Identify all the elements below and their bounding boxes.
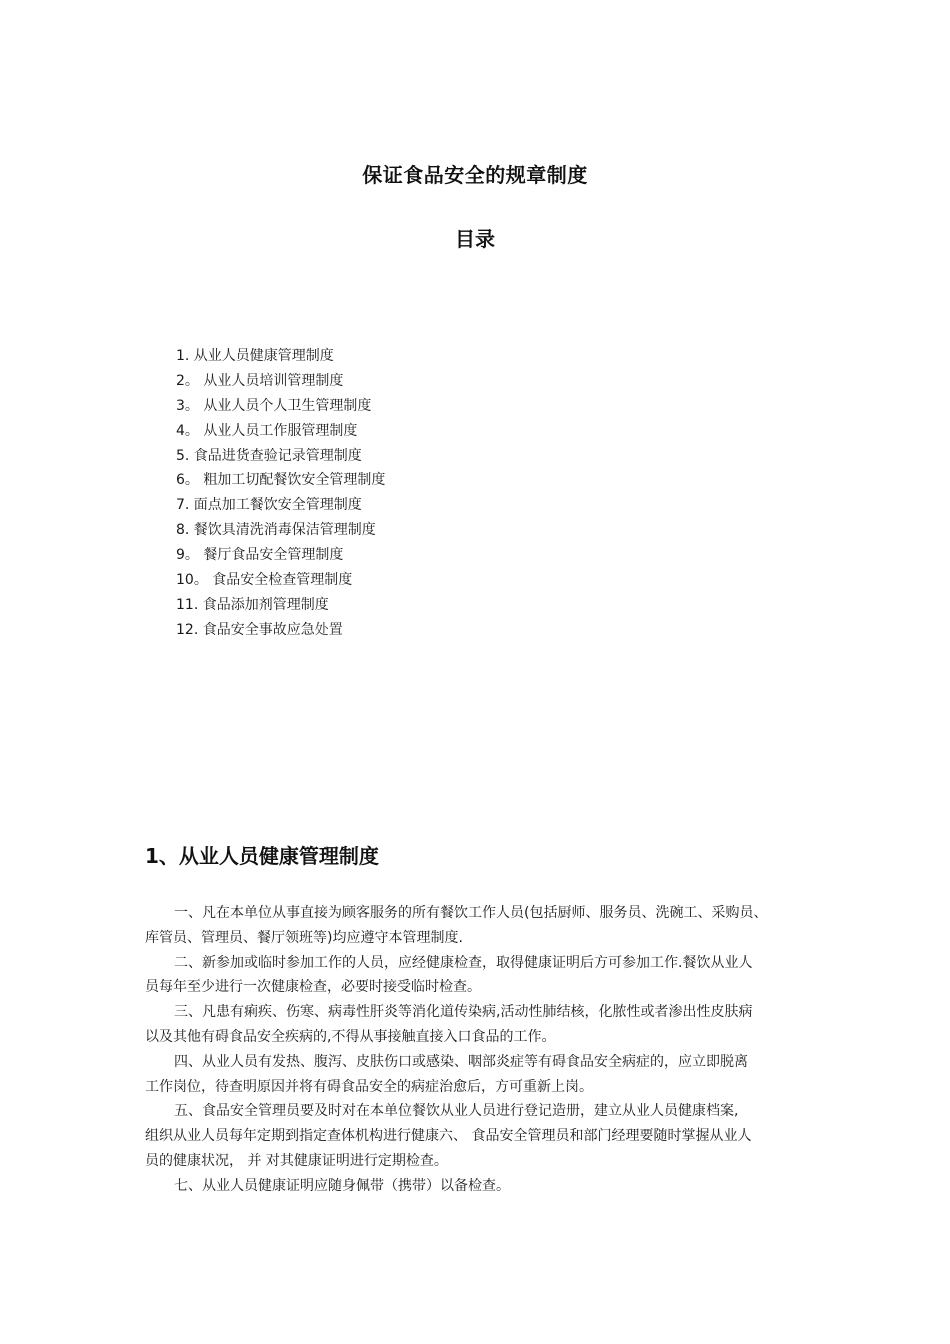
paragraph-line: 七、从业人员健康证明应随身佩带（携带）以备检查。 xyxy=(174,1177,510,1194)
paragraph-line: 五、食品安全管理员要及时对在本单位餐饮从业人员进行登记造册，建立从业人员健康档案, xyxy=(174,1103,739,1120)
toc-item: 11. 食品添加剂管理制度 xyxy=(176,596,329,613)
paragraph-line: 三、凡患有痢疾、伤寒、病毒性肝炎等消化道传染病,活动性肺结核，化脓性或者渗出性皮肤病 xyxy=(174,1004,753,1021)
toc-item: 4。 从业人员工作服管理制度 xyxy=(176,422,358,439)
toc-item: 7. 面点加工餐饮安全管理制度 xyxy=(176,497,362,514)
page-title: 保证食品安全的规章制度 xyxy=(362,163,588,188)
toc-item: 6。 粗加工切配餐饮安全管理制度 xyxy=(176,472,386,489)
paragraph-line: 员的健康状况， 并 对其健康证明进行定期检查。 xyxy=(145,1152,448,1169)
paragraph-line: 员每年至少进行一次健康检查，必要时接受临时检查。 xyxy=(145,979,481,996)
paragraph-line: 四、从业人员有发热、腹泻、皮肤伤口或感染、咽部炎症等有碍食品安全病症的，应立即脱离 xyxy=(174,1053,748,1070)
paragraph-line: 工作岗位，待查明原因并将有碍食品安全的病症治愈后，方可重新上岗。 xyxy=(145,1078,593,1095)
paragraph-line: 以及其他有碍食品安全疾病的,不得从事接触直接入口食品的工作。 xyxy=(145,1028,556,1045)
toc-item: 2。 从业人员培训管理制度 xyxy=(176,372,344,389)
table-of-contents xyxy=(176,344,385,643)
paragraph-line: 一、凡在本单位从事直接为顾客服务的所有餐饮工作人员(包括厨师、服务员、洗碗工、采购员、 xyxy=(174,905,768,921)
toc-item: 9。 餐厅食品安全管理制度 xyxy=(176,547,344,564)
paragraph-line: 库管员、管理员、餐厅领班等)均应遵守本管理制度. xyxy=(145,929,463,946)
toc-item: 10。 食品安全检查管理制度 xyxy=(176,572,353,589)
toc-item: 8. 餐饮具清洗消毒保洁管理制度 xyxy=(176,522,376,539)
toc-title: 目录 xyxy=(455,226,495,251)
toc-item: 1. 从业人员健康管理制度 xyxy=(176,348,334,364)
paragraph-line: 二、新参加或临时参加工作的人员，应经健康检查，取得健康证明后方可参加工作.餐饮从业人 xyxy=(174,954,753,971)
section-heading: 1、从业人员健康管理制度 xyxy=(145,843,379,868)
toc-item: 3。 从业人员个人卫生管理制度 xyxy=(176,397,372,414)
section-body xyxy=(145,901,815,1199)
toc-item: 12. 食品安全事故应急处置 xyxy=(176,621,343,638)
paragraph-line: 组织从业人员每年定期到指定查体机构进行健康六、 食品安全管理员和部门经理要随时掌握从业人 xyxy=(145,1128,752,1145)
toc-item: 5. 食品进货查验记录管理制度 xyxy=(176,447,362,464)
